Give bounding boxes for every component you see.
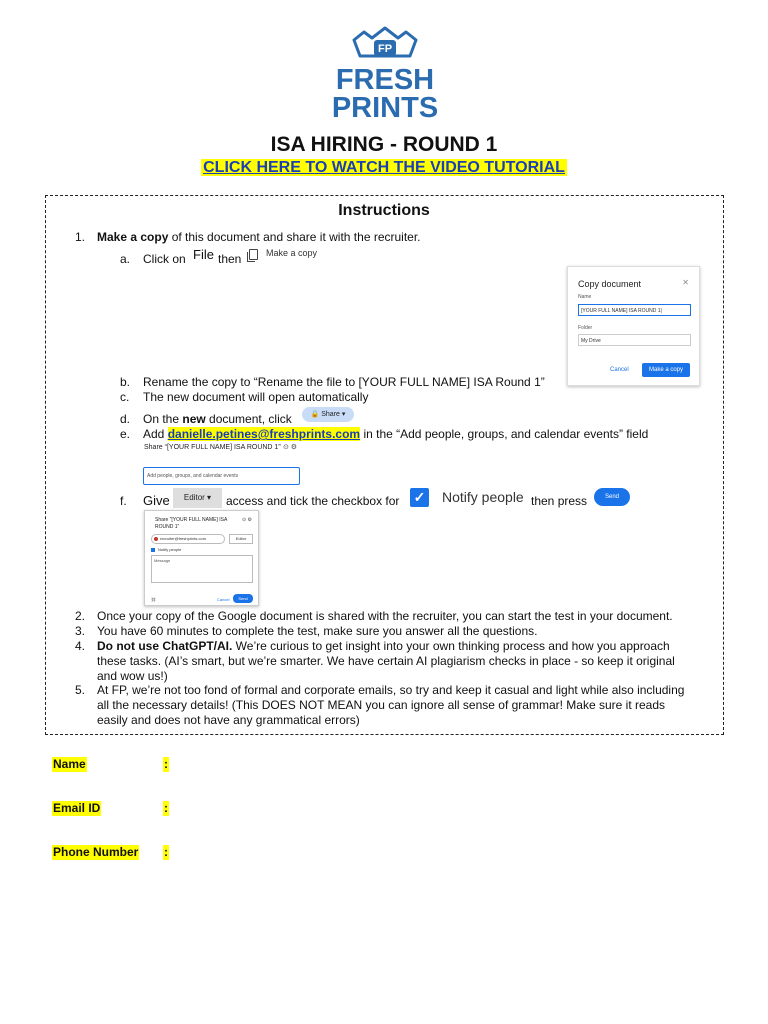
name-field-label: Name xyxy=(53,757,86,771)
field-colon: : xyxy=(164,757,168,771)
sub-letter: a. xyxy=(120,252,131,266)
click-share-instruction: On the new document, click xyxy=(143,412,292,426)
name-field: [YOUR FULL NAME] ISA ROUND 1| xyxy=(578,304,691,316)
file-menu-label: File xyxy=(193,247,214,262)
instruction-item-4-line3: and wow us!) xyxy=(97,669,168,683)
bold-text: Make a copy xyxy=(97,230,169,244)
give-text: Give xyxy=(143,493,170,508)
folder-field: My Drive xyxy=(578,334,691,346)
fresh-prints-logo xyxy=(330,26,440,122)
name-label: Name xyxy=(578,294,592,300)
item-number: 3. xyxy=(75,624,86,638)
notify-checkbox-icon xyxy=(151,548,155,552)
open-automatically-text: The new document will open automatically xyxy=(143,390,369,404)
instruction-item-5-line2: all the necessary details! (This DOES NOT MEAN you can ignore all sense of grammar! Make sure it reads xyxy=(97,698,666,712)
logo-word-fresh: FRESH xyxy=(335,64,435,96)
field-colon: : xyxy=(164,801,168,815)
then-text: then xyxy=(218,252,242,266)
instructions-title: Instructions xyxy=(338,202,430,219)
instruction-item-5-line1: At FP, we’re not too fond of formal and corporate emails, so try and keep it casual and light while also including xyxy=(97,683,685,697)
sub-letter: e. xyxy=(120,427,131,441)
add-email-instruction: Add danielle.petines@freshprints.com in the “Add people, groups, and calendar events” field xyxy=(143,427,649,441)
field-colon: : xyxy=(164,845,168,859)
instruction-item-5-line3: easily and does not have any grammatical errors) xyxy=(97,713,360,727)
sub-letter: f. xyxy=(120,494,127,508)
item-number: 5. xyxy=(75,683,86,697)
phone-number-field-label: Phone Number xyxy=(53,845,139,859)
help-settings-icons: ⊙ ⚙ xyxy=(283,444,298,451)
rename-instruction: Rename the copy to “Rename the file to [YOUR FULL NAME] ISA Round 1” xyxy=(143,375,545,389)
share-dialog-title: Share “[YOUR FULL NAME] ISA ROUND 1” xyxy=(155,517,228,530)
sub-letter: c. xyxy=(120,390,130,404)
make-copy-menu-item: Make a copy xyxy=(266,248,318,258)
close-icon: ✕ xyxy=(682,278,689,287)
recipient-chip: recruiter@freshprints.com xyxy=(151,534,225,544)
link-icon: ⛓ xyxy=(151,597,157,602)
notify-people-label: Notify people xyxy=(442,489,524,505)
folder-label: Folder xyxy=(578,325,593,331)
sub-letter: d. xyxy=(120,412,131,426)
click-on-text: Click on xyxy=(143,252,186,266)
share-dialog-snippet-title: Share “[YOUR FULL NAME] ISA ROUND 1” xyxy=(144,444,281,451)
copy-document-dialog-image xyxy=(567,266,700,386)
crown-emblem-icon xyxy=(350,26,420,64)
send-button: Send xyxy=(233,594,253,603)
editor-role-image: Editor ▾ xyxy=(173,488,222,508)
item-number: 4. xyxy=(75,639,86,653)
checkbox-checked-icon: ✓ xyxy=(410,488,429,507)
cancel-button: Cancel xyxy=(217,597,230,602)
lock-icon: 🔒 xyxy=(310,411,320,418)
item-number: 1. xyxy=(75,230,86,244)
share-button-image: 🔒 Share ▾ xyxy=(302,407,354,422)
item-text: of this document and share it with the recruiter. xyxy=(168,230,421,244)
make-copy-button: Make a copy xyxy=(642,363,690,377)
copy-icon xyxy=(249,249,258,260)
instruction-item-3: You have 60 minutes to complete the test, make sure you answer all the questions. xyxy=(97,624,538,638)
access-instruction: access and tick the checkbox for xyxy=(226,494,400,508)
instruction-item-4-line2: these tasks. (AI’s smart, but we’re smarter. We have certain AI plagiarism checks in place - so keep it original xyxy=(97,654,675,668)
help-settings-icons: ⊙ ⚙ xyxy=(241,517,252,523)
recruiter-email-link[interactable]: danielle.petines@freshprints.com xyxy=(167,427,361,441)
email-id-field-label: Email ID xyxy=(53,801,101,815)
logo-emblem-text: FP xyxy=(377,43,393,55)
dialog-title: Copy document xyxy=(578,279,642,289)
logo-word-prints: PRINTS xyxy=(331,92,439,124)
notify-label: Notify people xyxy=(158,547,182,552)
role-dropdown: Editor xyxy=(229,534,253,544)
instruction-item-1 xyxy=(97,230,421,245)
sub-letter: b. xyxy=(120,375,131,389)
send-button-image: Send xyxy=(594,488,630,506)
then-press-text: then press xyxy=(531,494,588,508)
page-title: ISA HIRING - ROUND 1 xyxy=(270,133,498,156)
instruction-item-4-line1: Do not use ChatGPT/AI. We’re curious to get insight into your own thinking process and how you approach xyxy=(97,639,670,653)
message-field: Message xyxy=(151,555,253,583)
add-people-field-image: Add people, groups, and calendar events xyxy=(143,467,300,485)
cancel-button: Cancel xyxy=(610,367,629,373)
instruction-item-2: Once your copy of the Google document is shared with the recruiter, you can start the test in your document. xyxy=(97,609,673,623)
share-dialog-image xyxy=(144,510,259,606)
video-tutorial-link[interactable]: CLICK HERE TO WATCH THE VIDEO TUTORIAL xyxy=(203,159,565,176)
item-number: 2. xyxy=(75,609,86,623)
